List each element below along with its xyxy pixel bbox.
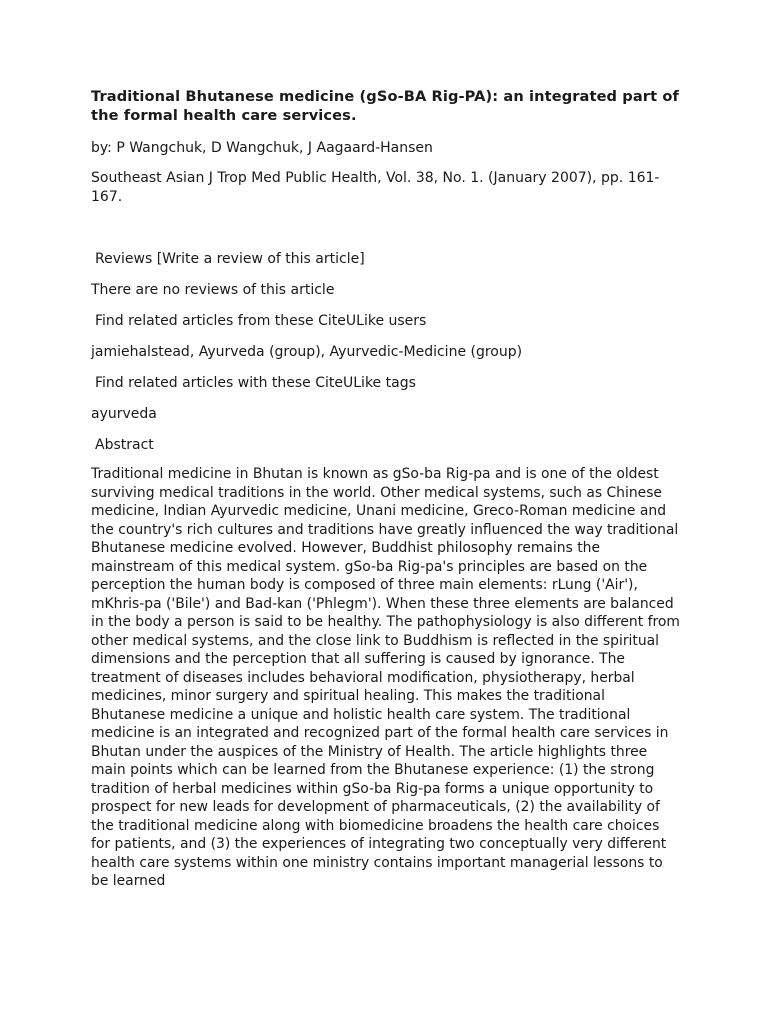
related-users-list: jamiehalstead, Ayurveda (group), Ayurvedic-Medicine (group) bbox=[91, 344, 523, 360]
related-users-heading[interactable]: Find related articles from these CiteULike users bbox=[95, 313, 427, 329]
abstract-heading: Abstract bbox=[95, 437, 154, 453]
write-review-link[interactable]: [Write a review of this article] bbox=[156, 251, 365, 267]
article-title: Traditional Bhutanese medicine (gSo-BA Rig-PA): an integrated part of the formal health care services. bbox=[91, 88, 679, 124]
related-tags-list: ayurveda bbox=[91, 406, 157, 422]
reviews-heading-line bbox=[91, 250, 680, 269]
reviews-heading: Reviews bbox=[95, 251, 153, 267]
reviews-status: There are no reviews of this article bbox=[91, 282, 335, 298]
abstract-body: Traditional medicine in Bhutan is known as gSo-ba Rig-pa and is one of the oldest surviving medical traditions in the world. Other medical systems, such as Chinese medicine, Indian Ayurvedic medicine, Unani medicine, Greco-Roman medicine and the country's rich cultures and traditions have greatly influenced the way traditional Bhutanese medicine evolved. However, Buddhist philosophy remains the mainstream of this medical system. gSo-ba Rig-pa's principles are based on the perception the human body is composed of three main elements: rLung ('Air'), mKhris-pa ('Bile') and Bad-kan ('Phlegm'). When these three elements are balanced in the body a person is said to be healthy. The pathophysiology is also different from other medical systems, and the close link to Buddhism is reflected in the spiritual dimensions and the perception that all suffering is caused by ignorance. The treatment of diseases includes behavioral modification, physiotherapy, herbal medicines, minor surgery and spiritual healing. This makes the traditional Bhutanese medicine a unique and holistic health care system. The traditional medicine is an integrated and recognized part of the formal health care services in Bhutan under the auspices of the Ministry of Health. The article highlights three main points which can be learned from the Bhutanese experience: (1) the strong tradition of herbal medicines within gSo-ba Rig-pa forms a unique opportunity to prospect for new leads for development of pharmaceuticals, (2) the availability of the traditional medicine along with biomedicine broadens the health care choices for patients, and (3) the experiences of integrating two conceptually very different health care systems within one ministry contains important managerial lessons to be learned bbox=[91, 466, 680, 889]
article-citation: Southeast Asian J Trop Med Public Health, Vol. 38, No. 1. (January 2007), pp. 161-167. bbox=[91, 170, 660, 205]
article-authors: by: P Wangchuk, D Wangchuk, J Aagaard-Hansen bbox=[91, 140, 433, 156]
related-tags-heading[interactable]: Find related articles with these CiteULike tags bbox=[95, 375, 416, 391]
